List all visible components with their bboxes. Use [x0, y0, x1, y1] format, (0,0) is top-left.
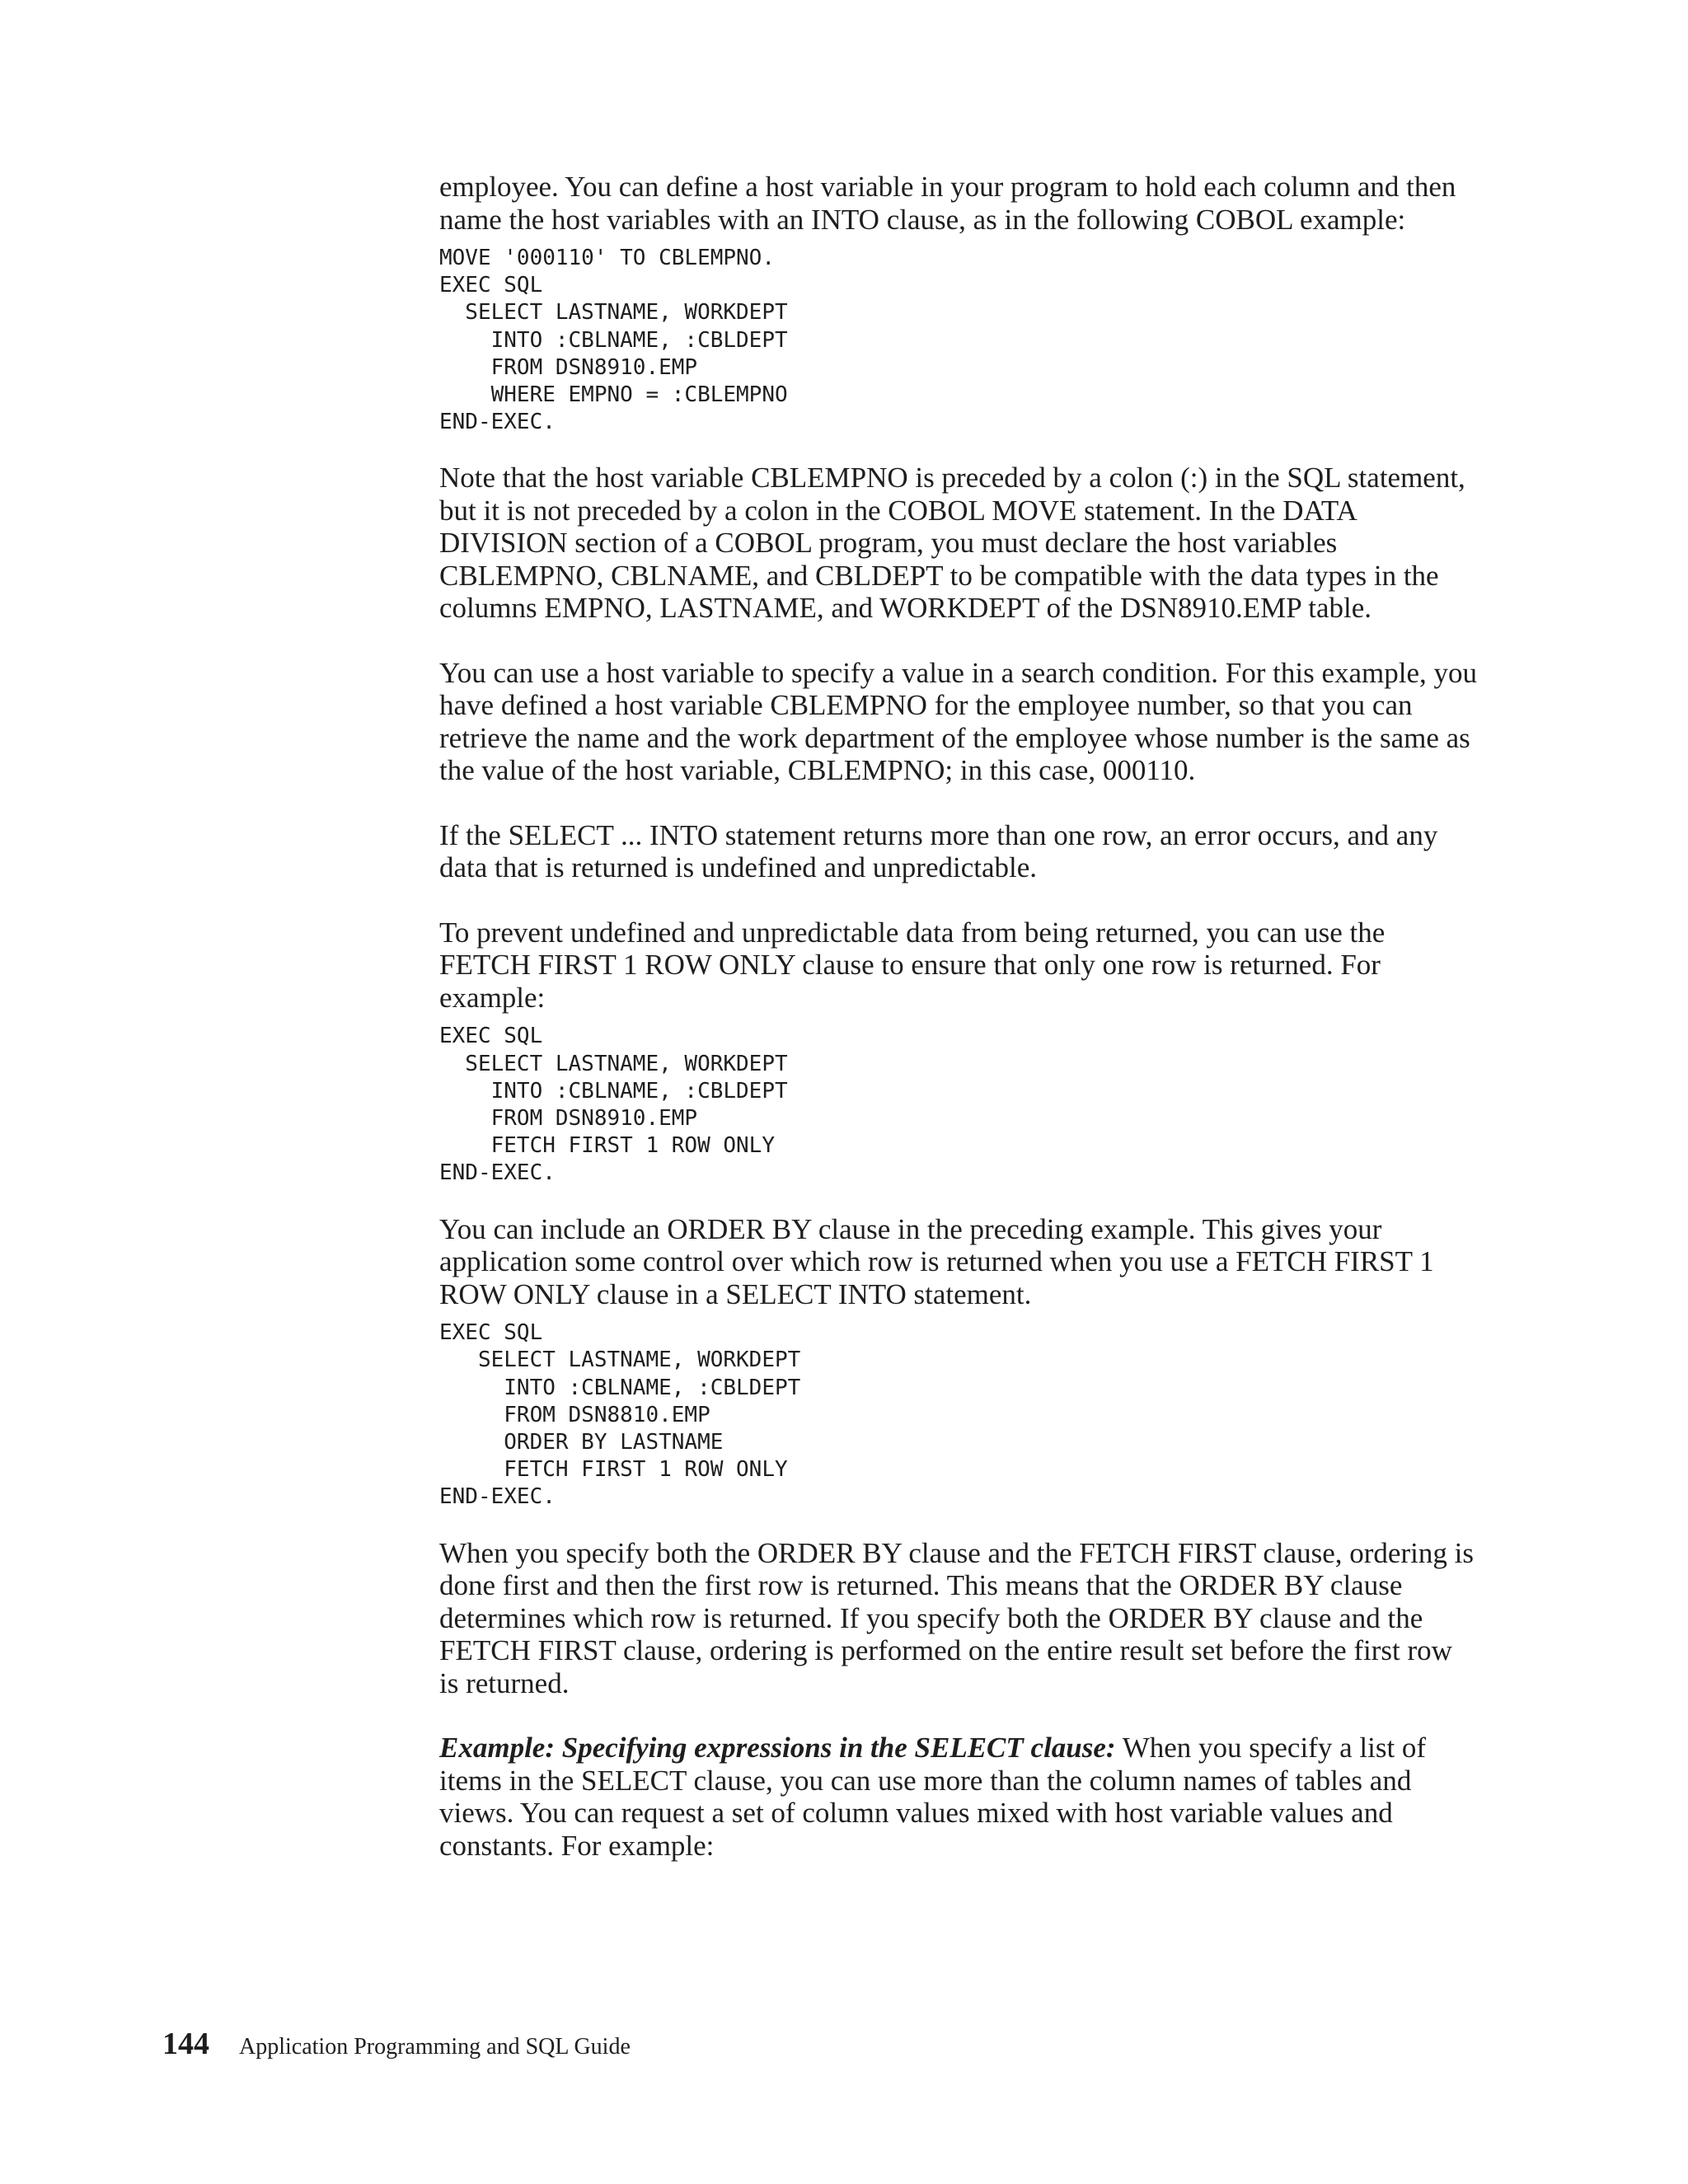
paragraph-select-expressions — [439, 1732, 1478, 1862]
code-example-move-select-into: MOVE '000110' TO CBLEMPNO. EXEC SQL SELECT LASTNAME, WORKDEPT INTO :CBLNAME, :CBLDEPT FROM DSN8910.EMP WHERE EMPNO = :CBLEMPNO END-EXEC. — [439, 246, 788, 435]
example-lead-in: Example: Specifying expressions in the SELECT clause: — [439, 1732, 1116, 1765]
paragraph-ordering: When you specify both the ORDER BY clause and the FETCH FIRST clause, ordering is done first and then the first row is returned. This means that the ORDER BY clause determines which row is returned. If you specify both the ORDER BY clause and the FETCH FIRST clause, ordering is performed on the entire result set before the first row is returned. — [439, 1536, 1474, 1699]
code-example-order-by: EXEC SQL SELECT LASTNAME, WORKDEPT INTO :CBLNAME, :CBLDEPT FROM DSN8810.EMP ORDER BY LASTNAME FETCH FIRST 1 ROW ONLY END-EXEC. — [439, 1320, 801, 1510]
paragraph-select-into-error: If the SELECT ... INTO statement returns more than one row, an error occurs, and any data that is returned is undefined and unpredictable. — [439, 818, 1438, 884]
paragraph-order-by: You can include an ORDER BY clause in the preceding example. This gives your application some control over which row is returned when you use a FETCH FIRST 1 ROW ONLY clause in a SELECT INTO statement. — [439, 1212, 1434, 1310]
book-title: Application Programming and SQL Guide — [239, 2034, 631, 2060]
paragraph-fetch-first: To prevent undefined and unpredictable data from being returned, you can use the FETCH FIRST 1 ROW ONLY clause to ensure that only one row is returned. For example: — [439, 916, 1386, 1014]
example-body-text: When you specify a list of items in the SELECT clause, you can use more than the column names of tables and views. You can request a set of column values mixed with host variable values and constants. For example: — [439, 1732, 1427, 1862]
page-body — [439, 171, 1478, 1862]
code-example-fetch-first: EXEC SQL SELECT LASTNAME, WORKDEPT INTO :CBLNAME, :CBLDEPT FROM DSN8910.EMP FETCH FIRST 1 ROW ONLY END-EXEC. — [439, 1024, 788, 1186]
page-footer — [162, 2026, 631, 2062]
paragraph-host-variable-colon: Note that the host variable CBLEMPNO is preceded by a colon (:) in the SQL statement, but it is not preceded by a colon in the COBOL MOVE statement. In the DATA DIVISION section of a COBOL program, you must declare the host variables CBLEMPNO, CBLNAME, and CBLDEPT to be compatible with the data types in the columns EMPNO, LASTNAME, and WORKDEPT of the DSN8910.EMP table. — [439, 462, 1465, 625]
intro-paragraph: employee. You can define a host variable in your program to hold each column and then name the host variables with an INTO clause, as in the following COBOL example: — [439, 171, 1456, 236]
page-number: 144 — [162, 2027, 209, 2061]
paragraph-search-condition: You can use a host variable to specify a value in a search condition. For this example, you have defined a host variable CBLEMPNO for the employee number, so that you can retrieve the name and the work department of the employee whose number is the same as the value of the host variable, CBLEMPNO; in this case, 000110. — [439, 656, 1478, 787]
